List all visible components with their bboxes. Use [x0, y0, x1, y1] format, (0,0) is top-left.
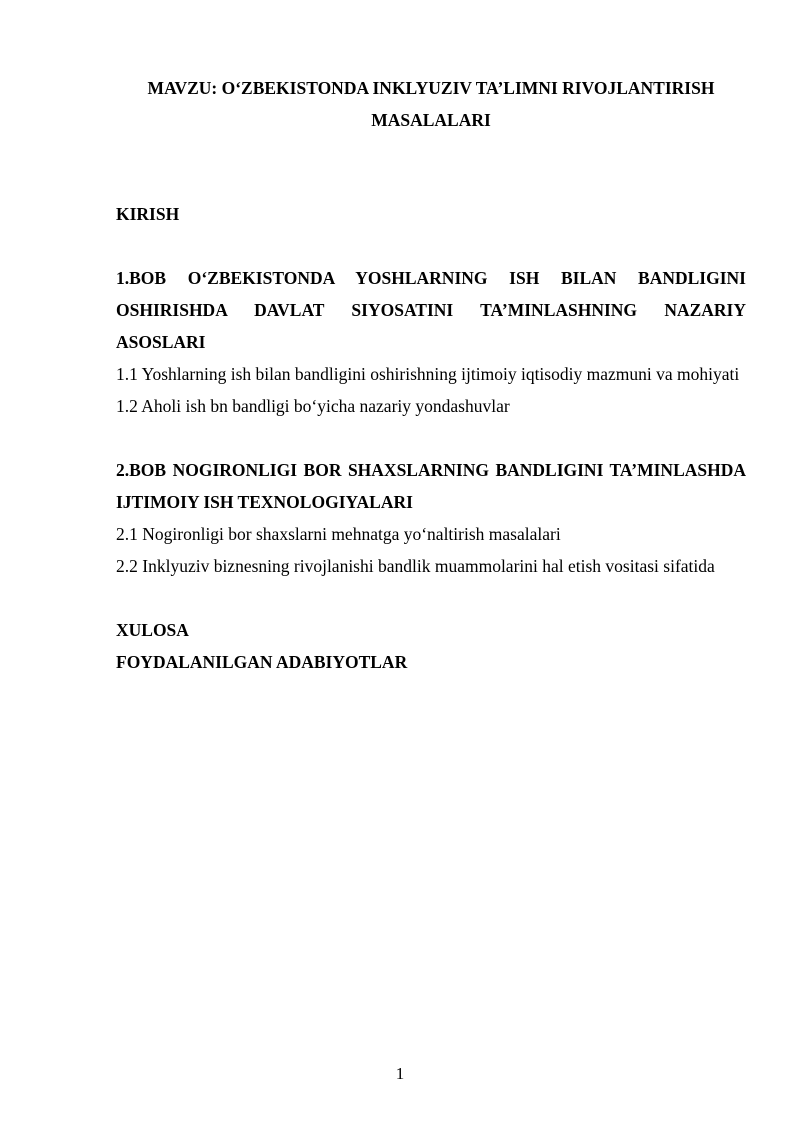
- section-1-1: 1.1 Yoshlarning ish bilan bandligini oshirishning ijtimoiy iqtisodiy mazmuni va mohiyati: [116, 364, 740, 384]
- page-number: 1: [395, 1064, 405, 1083]
- chapter-1-heading: 1.BOB O‘ZBEKISTONDA YOSHLARNING ISH BILAN BANDLIGINI OSHIRISHDA DAVLAT SIYOSATINI TA’MINLASHNING NAZARIY ASOSLARI: [116, 268, 746, 352]
- spacer: [116, 230, 746, 262]
- references-heading: FOYDALANILGAN ADABIYOTLAR: [116, 652, 408, 672]
- intro-heading: KIRISH: [116, 204, 180, 224]
- section-2-1: 2.1 Nogironligi bor shaxslarni mehnatga yo‘naltirish masalalari: [116, 524, 561, 544]
- chapter-2-heading: 2.BOB NOGIRONLIGI BOR SHAXSLARNING BANDLIGINI TA’MINLASHDA IJTIMOIY ISH TEXNOLOGIYALARI: [116, 460, 746, 512]
- spacer: [116, 582, 746, 614]
- table-of-contents: [116, 72, 746, 678]
- conclusion-heading: XULOSA: [116, 620, 189, 640]
- spacer: [116, 422, 746, 454]
- section-1-2: 1.2 Aholi ish bn bandligi bo‘yicha nazariy yondashuvlar: [116, 396, 510, 416]
- section-2-2: 2.2 Inklyuziv biznesning rivojlanishi bandlik muammolarini hal etish vositasi sifatida: [116, 556, 715, 576]
- document-title: MAVZU: O‘ZBEKISTONDA INKLYUZIV TA’LIMNI RIVOJLANTIRISH MASALALARI: [147, 78, 715, 130]
- spacer: [116, 136, 746, 198]
